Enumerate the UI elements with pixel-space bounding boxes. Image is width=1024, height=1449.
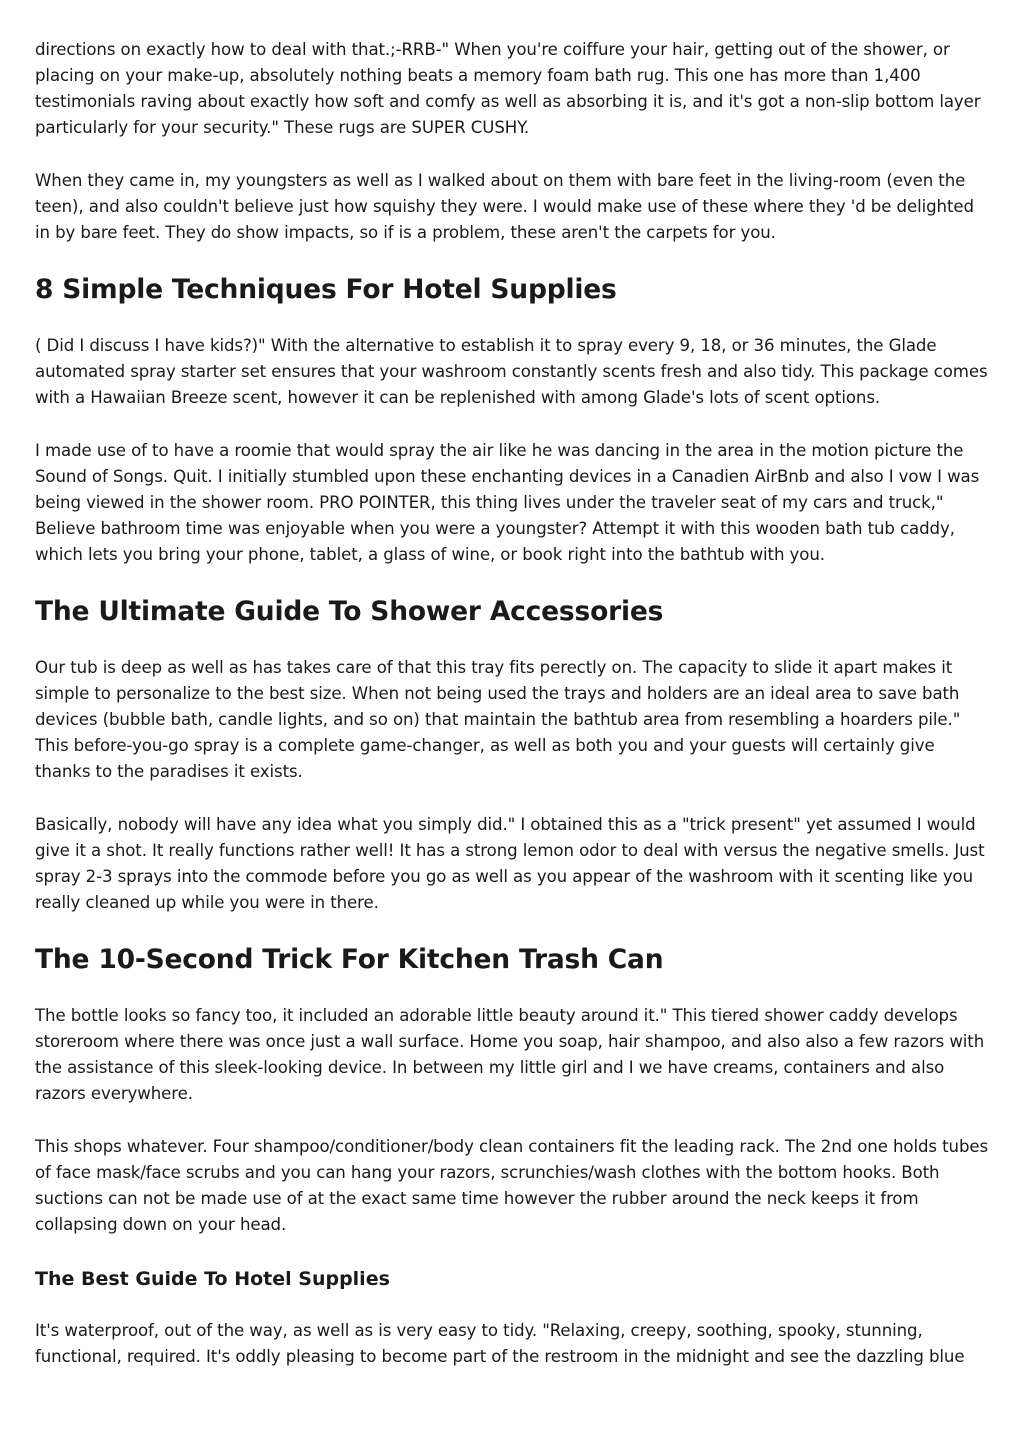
paragraph-glade-spray: ( Did I discuss I have kids?)" With the alternative to establish it to spray every 9, 18, or 36 minutes, the Glade automated spray starter set ensures that your washroom constantly scents fresh and also tidy. This package comes with a Hawaiian Breeze scent, however it can be replenished with among Glade's lots of scent options. [35, 336, 988, 407]
paragraph-tub-tray: Our tub is deep as well as has takes care of that this tray fits perectly on. The capacity to slide it apart makes it simple to personalize to the best size. When not being used the trays and holders are an ideal area to save bath devices (bubble bath, candle lights, and so on) that maintain the bathtub area from resembling a hoarders pile." This before-you-go spray is a complete game-changer, as well as both you and your guests will certainly give thanks to the paradises it exists. [35, 658, 961, 781]
paragraph-trick-present: Basically, nobody will have any idea what you simply did." I obtained this as a "trick present" yet assumed I would give it a shot. It really functions rather well! It has a strong lemon odor to deal with versus the negative smells. Just spray 2-3 sprays into the commode before you go as well as you appear of the washroom with it scenting like you really cleaned up while you were in there. [35, 815, 985, 912]
paragraph-shower-caddy: The bottle looks so fancy too, it included an adorable little beauty around it." This tiered shower caddy develops storeroom where there was once just a wall surface. Home you soap, hair shampoo, and also also a few razors with the assistance of this sleek-looking device. In between my little girl and I we have creams, containers and also razors everywhere. [35, 1006, 985, 1103]
paragraph-waterproof: It's waterproof, out of the way, as well as is very easy to tidy. "Relaxing, creepy, soothing, spooky, stunning, functional, required. It's oddly pleasing to become part of the restroom in the midnight and see the dazzling blue [35, 1321, 965, 1366]
paragraph-roomie-caddy: I made use of to have a roomie that would spray the air like he was dancing in the area in the motion picture the Sound of Songs. Quit. I initially stumbled upon these enchanting devices in a Canadien AirBnb and also I vow I was being viewed in the shower room. PRO POINTER, this thing lives under the traveler seat of my cars and truck," Believe bathroom time was enjoyable when you were a youngster? Attempt it with this wooden bath tub caddy, which lets you bring your phone, tablet, a glass of wine, or book right into the bathtub with you. [35, 441, 980, 564]
heading-kitchen-trash-can: The 10-Second Trick For Kitchen Trash Can [35, 944, 664, 975]
paragraph-shops-whatever: This shops whatever. Four shampoo/conditioner/body clean containers fit the leading rack. The 2nd one holds tubes of face mask/face scrubs and you can hang your razors, scrunchies/wash clothes with the bottom hooks. Both suctions can not be made use of at the exact same time however the rubber around the neck keeps it from collapsing down on your head. [35, 1137, 989, 1234]
heading-hotel-supplies: 8 Simple Techniques For Hotel Supplies [35, 274, 617, 305]
heading-shower-accessories: The Ultimate Guide To Shower Accessories [35, 596, 664, 627]
paragraph-rug-intro: directions on exactly how to deal with that.;-RRB-" When you're coiffure your hair, getting out of the shower, or placing on your make-up, absolutely nothing beats a memory foam bath rug. This one has more than 1,400 testimonials raving about exactly how soft and comfy as well as absorbing it is, and it's got a non-slip bottom layer particularly for your security." These rugs are SUPER CUSHY. [35, 40, 981, 137]
heading-best-guide-hotel-supplies: The Best Guide To Hotel Supplies [35, 1268, 390, 1290]
paragraph-rug-youngsters: When they came in, my youngsters as well as I walked about on them with bare feet in the living-room (even the teen), and also couldn't believe just how squishy they were. I would make use of these where they 'd be delighted in by bare feet. They do show impacts, so if is a problem, these aren't the carpets for you. [35, 171, 974, 242]
